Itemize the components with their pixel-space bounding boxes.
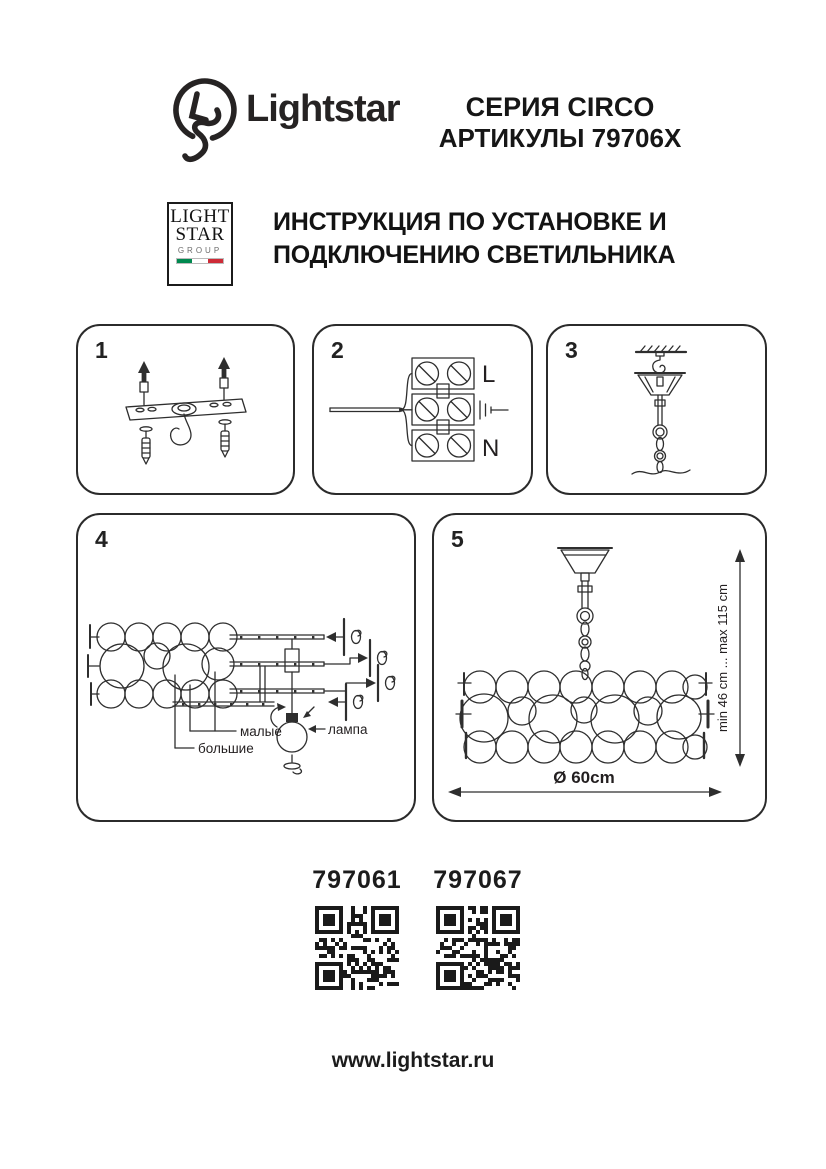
diameter-dimension-label: Ø 60cm <box>553 768 615 787</box>
document-title <box>273 206 675 272</box>
wing-screw-4 <box>328 684 363 720</box>
label-small-balls: малые <box>240 724 282 739</box>
series-articles: АРТИКУЛЫ 79706X <box>438 123 682 153</box>
wire-squiggle <box>632 470 690 474</box>
document-title-line1: ИНСТРУКЦИЯ ПО УСТАНОВКЕ И <box>273 208 667 236</box>
hook <box>653 356 665 373</box>
assembly-exploded-drawing <box>78 515 414 820</box>
step-panel-1 <box>76 324 295 495</box>
ball-body <box>460 671 707 763</box>
canopy <box>558 548 612 581</box>
lightstar-bulb-logo-icon <box>158 70 254 178</box>
ball-cluster <box>97 623 237 708</box>
earth-symbol-icon <box>480 401 508 419</box>
series-block <box>415 92 705 154</box>
website-url: www.lightstar.ru <box>331 1049 495 1072</box>
step-panel-4 <box>76 513 416 822</box>
hanging-on-hook-drawing <box>548 326 765 493</box>
wing-screw-1 <box>326 619 361 655</box>
hook <box>171 414 191 445</box>
label-lamp: лампа <box>328 722 368 737</box>
screw-left <box>138 361 150 405</box>
group-logo-group: GROUP <box>177 246 223 255</box>
label-neutral: N <box>482 435 500 462</box>
height-dimension-label: min 46 cm ... max 115 cm <box>715 584 730 732</box>
document-title-line2: ПОДКЛЮЧЕНИЮ СВЕТИЛЬНИКА <box>273 241 676 269</box>
step-panel-5 <box>432 513 767 822</box>
series-title: СЕРИЯ CIRCO <box>465 92 655 122</box>
step-panel-3 <box>546 324 767 495</box>
screw-right <box>218 357 230 400</box>
terminal-block-drawing <box>314 326 531 493</box>
dimensions-drawing <box>434 515 765 820</box>
label-live: L <box>482 361 496 388</box>
step-number-4: 4 <box>95 526 108 552</box>
label-large-balls: большие <box>198 741 254 756</box>
step-number-1: 1 <box>95 337 108 363</box>
group-logo-star: STAR <box>175 224 225 245</box>
lightstar-group-logo <box>167 202 233 286</box>
product-code-1: 797061 <box>312 866 402 894</box>
qr-code <box>315 906 399 990</box>
chain <box>577 581 593 680</box>
product-code-2: 797067 <box>433 866 523 894</box>
brand-wordmark: Lightstar <box>246 88 400 130</box>
diameter-dimension <box>448 768 722 797</box>
qr-code <box>436 906 520 990</box>
height-dimension <box>715 549 745 767</box>
group-logo-light: LIGHT <box>170 206 230 227</box>
italian-flag-stripe <box>176 258 224 264</box>
ceiling-bracket-drawing <box>78 326 293 493</box>
step-panel-2 <box>312 324 533 495</box>
step-number-2: 2 <box>331 337 344 363</box>
step-number-5: 5 <box>451 526 464 552</box>
step-number-3: 3 <box>565 337 578 363</box>
